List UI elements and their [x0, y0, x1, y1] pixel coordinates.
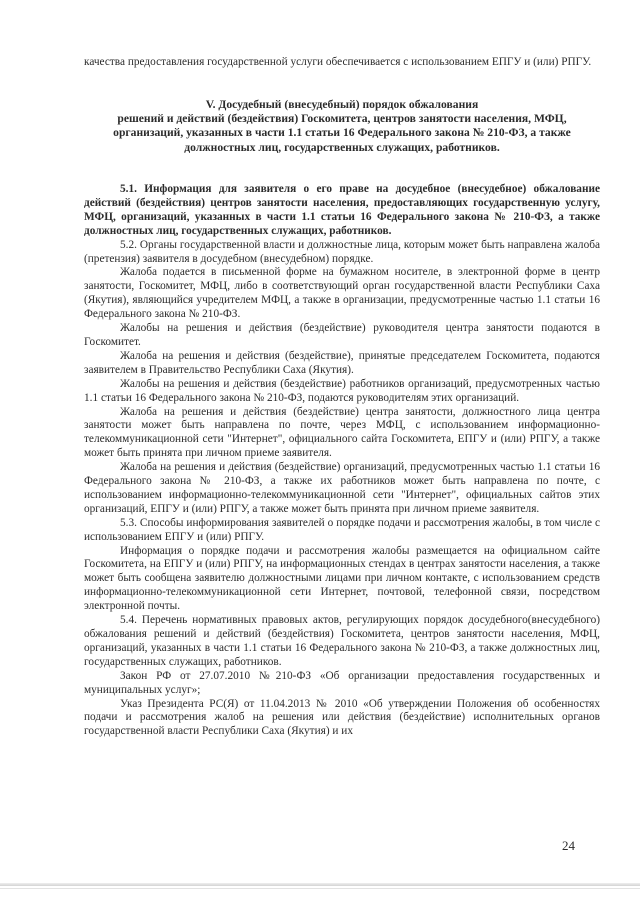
intro-text: качества предоставления государственной услуги обеспечивается с использованием ЕПГУ и (или) РПГУ. — [84, 56, 592, 68]
intro-paragraph — [84, 56, 600, 70]
section-subtitle: решений и действий (бездействия) Госкомитета, центров занятости населения, МФЦ, организаций, указанных в части 1.1 статьи 16 Федерального закона № 210-ФЗ, а также должностных лиц, государственных служащих, работников. — [113, 112, 571, 154]
paragraph: Жалоба на решения и действия (бездействие) организаций, предусмотренных частью 1.1 статьи 16 Федерального закона № 210-ФЗ, а также их работников может быть направлена по почте, с использованием информационно-телекоммуникационной сети "Интернет", официальных сайтов этих организаций, ЕПГУ и (или) РПГУ, а также может быть принята при личном приеме заявителя. — [84, 461, 600, 515]
page-number: 24 — [562, 838, 575, 853]
paragraph: Жалобы на решения и действия (бездействие) руководителя центра занятости подаются в Госкомитет. — [84, 322, 600, 348]
paragraph: Закон РФ от 27.07.2010 №210-ФЗ «Об организации предоставления государственных и муниципальных услуг»; — [84, 669, 600, 696]
paragraph-5-2: 5.2. Органы государственной власти и должностные лица, которым может быть направлена жалоба (претензия) заявителя в досудебном (внесудебном) порядке. — [84, 238, 600, 265]
section-body — [84, 183, 600, 739]
paragraph: Жалоба подается в письменной форме на бумажном носителе, в электронной форме в центр занятости, Госкомитет, МФЦ, либо в соответствующий орган государственной власти Республики Саха (Якутия), являющийся учредителем МФЦ, а также в организации, предусмотренные частью 1.1 статьи 16 Федерального закона № 210-ФЗ. — [84, 266, 600, 321]
paragraph-5-1: 5.1. Информация для заявителя о его праве на досудебное (внесудебное) обжалование действий (бездействия) центров занятости населения, предоставляющих государственную услугу, МФЦ, организаций, указанных в части 1.1 статьи 16 Федерального закона № 210-ФЗ, а также должностных лиц, государственных служащих, работников. — [84, 183, 600, 237]
paragraph: Жалоба на решения и действия (бездействие) центра занятости, должностного лица центра занятости может быть направлена по почте, через МФЦ, с использованием информационно-телекоммуникационной сети "Интернет", официального сайта Госкомитета, ЕПГУ и (или) РПГУ, а также может быть принята при личном приеме заявителя. — [84, 405, 600, 460]
paragraph-5-3: 5.3. Способы информирования заявителей о порядке подачи и рассмотрения жалобы, в том числе с использованием ЕПГУ и (или) РПГУ. — [84, 516, 600, 543]
scan-edge-line — [0, 883, 640, 886]
paragraph: Жалобы на решения и действия (бездействие) работников организаций, предусмотренных частью 1.1 статьи 16 Федерального закона № 210-ФЗ, подаются руководителям этих организаций. — [84, 377, 600, 404]
paragraph-5-4: 5.4. Перечень нормативных правовых актов, регулирующих порядок досудебного(внесудебного) обжалования решений и действий (бездействия) Госкомитета, центров занятости населения, МФЦ, организаций, указанных в части 1.1 статьи 16 Федерального закона № 210-ФЗ, а также должностных лиц, государственных служащих, работников. — [84, 614, 600, 668]
paragraph: Указ Президента РС(Я) от 11.04.2013 № 2010 «Об утверждении Положения об особенностях подачи и рассмотрения жалоб на решения или действия (бездействие) исполнительных органов государственной власти Республики Саха (Якутия) и их — [84, 697, 600, 738]
paragraph: Информация о порядке подачи и рассмотрения жалобы размещается на официальном сайте Госкомитета, на ЕПГУ и (или) РПГУ, на информационных стендах в центрах занятости населения, а также может быть сообщена заявителю должностными лицами при личном контакте, с использованием средств информационно-телекоммуникационной сети Интернет, почтовой, телефонной связи, посредством электронной почты. — [84, 544, 600, 613]
scan-edge-line — [0, 888, 640, 889]
paragraph: Жалоба на решения и действия (бездействие), принятые председателем Госкомитета, подаются заявителем в Правительство Республики Саха (Якутия). — [84, 349, 600, 376]
section-heading — [84, 98, 600, 155]
section-title: V. Досудебный (внесудебный) порядок обжалования — [205, 98, 479, 111]
